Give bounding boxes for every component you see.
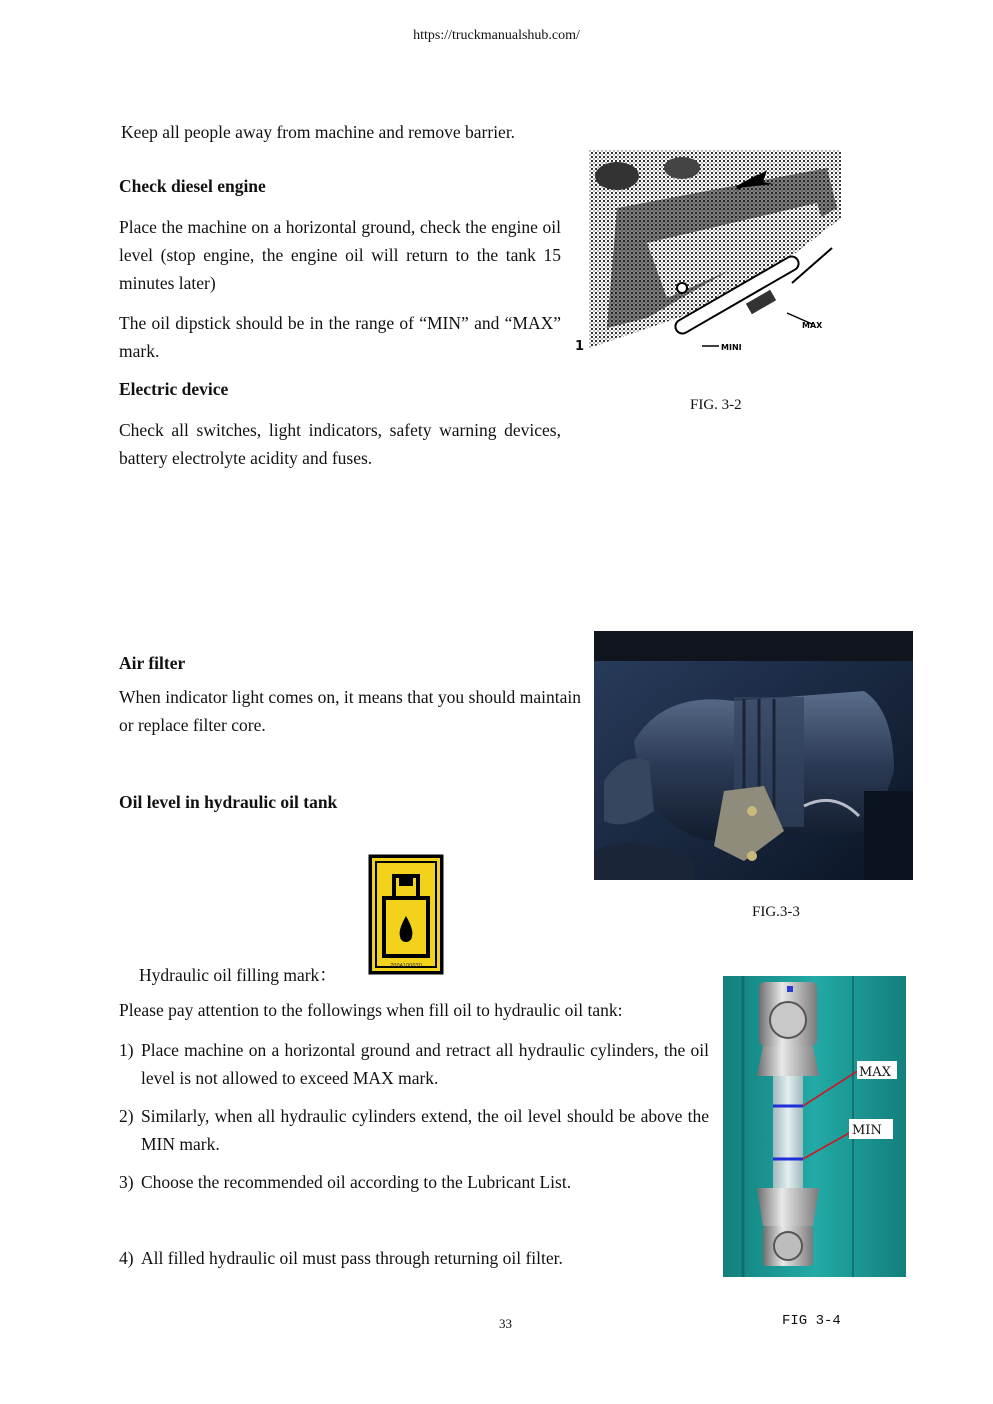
fig-3-4-caption: FIG 3-4: [782, 1313, 841, 1329]
step-text: All filled hydraulic oil must pass through returning oil filter.: [141, 1248, 563, 1268]
check-engine-p1: Place the machine on a horizontal ground, check the engine oil level (stop engine, the engine oil will return to the tank 15 minutes later): [119, 217, 561, 293]
hydraulic-mark-label: Hydraulic oil filling mark：: [139, 965, 337, 985]
gauge-min-label: MIN: [852, 1123, 882, 1138]
sign-code: 7004100030: [390, 963, 422, 969]
fig-3-3-image: [594, 631, 913, 880]
step-text: Choose the recommended oil according to the Lubricant List.: [141, 1172, 572, 1192]
fig-3-4-image: [723, 976, 906, 1277]
list-item: [119, 1102, 709, 1158]
hydraulic-intro: Please pay attention to the followings when fill oil to hydraulic oil tank:: [119, 1000, 623, 1020]
hydraulic-oil-filling-sign: [368, 854, 444, 975]
list-item: [119, 1168, 709, 1196]
electric-heading: Electric device: [119, 379, 229, 399]
hydraulic-oil-icon: [368, 854, 444, 975]
dipstick-min-label: MINI: [721, 343, 742, 352]
step-number: 4): [119, 1248, 134, 1268]
intro-text: Keep all people away from machine and remove barrier.: [121, 122, 516, 142]
sight-gauge-photo: [723, 976, 906, 1277]
step-number: 2): [119, 1106, 134, 1126]
step-text: Similarly, when all hydraulic cylinders extend, the oil level should be above the MIN mark.: [141, 1106, 709, 1154]
dipstick-max-label: MAX: [802, 321, 823, 330]
hydraulic-steps: [119, 1036, 709, 1272]
electric-p1: Check all switches, light indicators, safety warning devices, battery electrolyte acidity and fuses.: [119, 420, 561, 468]
step-text: Place machine on a horizontal ground and retract all hydraulic cylinders, the oil level is not allowed to exceed MAX mark.: [141, 1040, 709, 1088]
engine-dipstick-illustration: [587, 148, 843, 358]
step-number: 1): [119, 1040, 134, 1060]
header-url[interactable]: https://truckmanualshub.com/: [413, 28, 580, 43]
fig-3-2-caption: FIG. 3-2: [690, 397, 742, 413]
list-item: [119, 1036, 709, 1092]
hydraulic-heading: Oil level in hydraulic oil tank: [119, 792, 338, 812]
fig-3-3-caption: FIG.3-3: [752, 904, 800, 920]
fig-3-2-image: [587, 148, 843, 358]
gauge-max-label: MAX: [859, 1065, 891, 1080]
air-filter-p1: When indicator light comes on, it means that you should maintain or replace filter core.: [119, 687, 581, 735]
check-engine-heading: Check diesel engine: [119, 176, 266, 196]
air-filter-heading: Air filter: [119, 653, 186, 673]
air-filter-photo: [594, 631, 913, 880]
list-item: [119, 1244, 709, 1272]
fig-3-2-callout: 1: [575, 339, 585, 354]
check-engine-p2: The oil dipstick should be in the range of “MIN” and “MAX” mark.: [119, 313, 561, 361]
page-number: 33: [499, 1316, 512, 1331]
step-number: 3): [119, 1172, 134, 1192]
